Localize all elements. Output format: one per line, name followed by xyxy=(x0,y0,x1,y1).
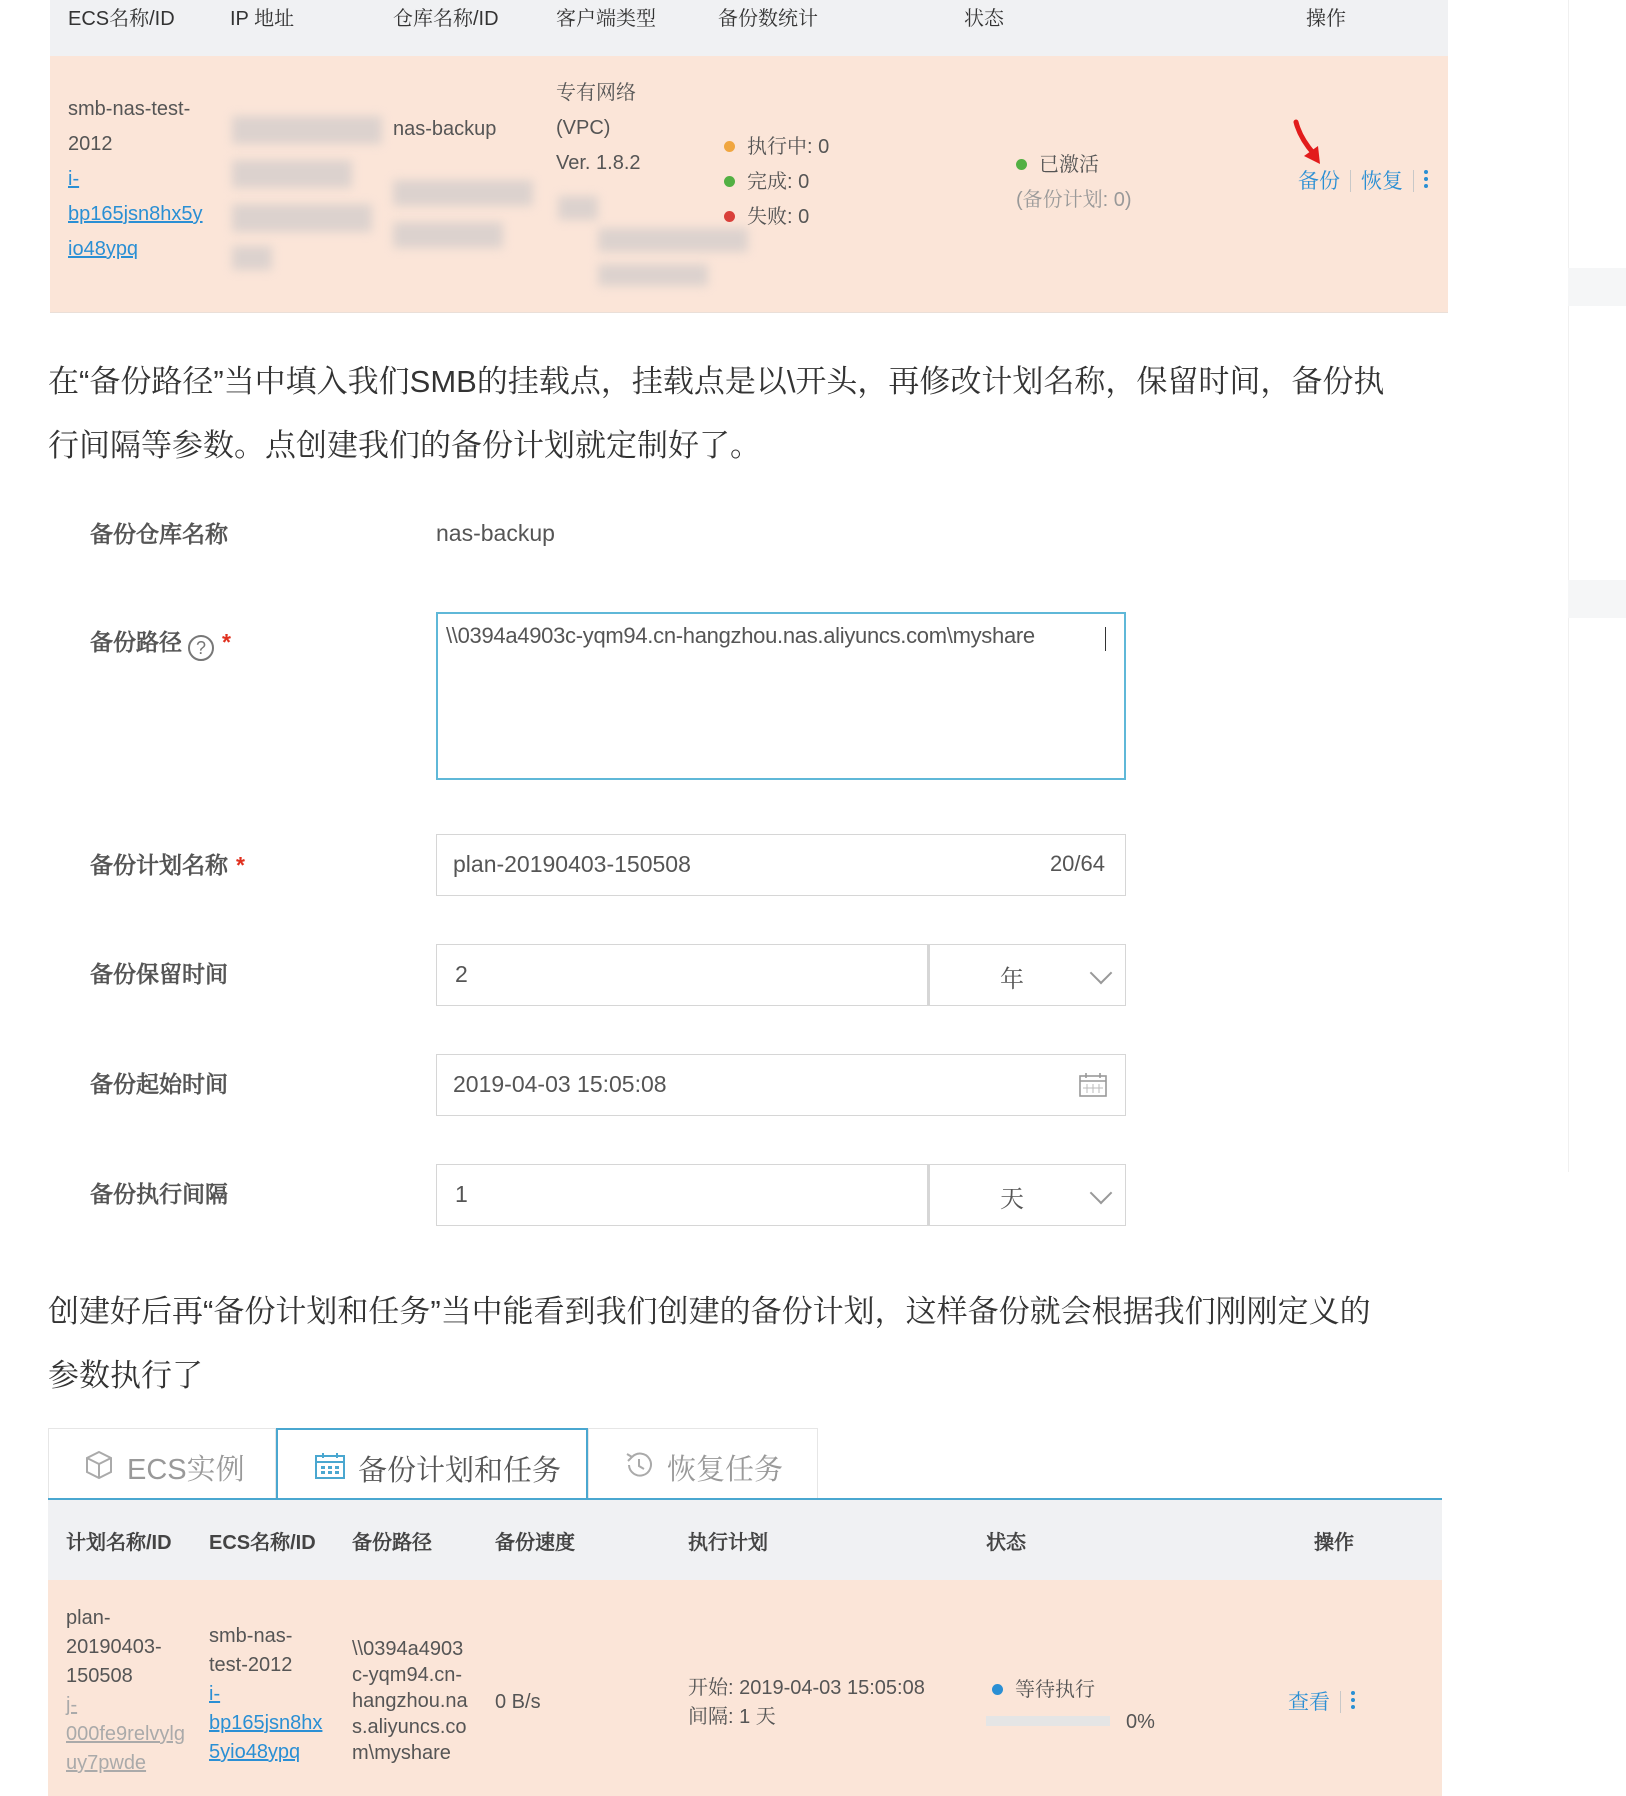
ecs-id-link[interactable]: i- bp165jsn8hx5y io48ypq xyxy=(68,168,203,260)
status-cell xyxy=(1016,148,1132,218)
table-header xyxy=(48,1500,1442,1580)
divider xyxy=(1350,170,1351,192)
blurred-repo-id xyxy=(393,222,503,248)
status-badge: 等待执行 xyxy=(992,1676,1095,1705)
chevron-down-icon xyxy=(1090,1182,1113,1205)
col-header-repo: 仓库名称/ID xyxy=(393,8,499,30)
article-paragraph: 在“备份路径”当中填入我们SMB的挂载点，挂载点是以\开头，再修改计划名称，保留时间，备份执 行间隔等参数。点创建我们的备份计划就定制好了。 xyxy=(48,364,1385,463)
col-header-stats: 备份数统计 xyxy=(718,8,818,30)
blurred-client-id xyxy=(558,196,598,220)
tab-restore-jobs[interactable]: 恢复任务 xyxy=(588,1428,818,1498)
stat-running: 执行中: 0 xyxy=(724,130,829,165)
schedule: 开始: 2019-04-03 15:05:08 间隔: 1 天 xyxy=(688,1677,925,1728)
interval-label: 备份执行间隔 xyxy=(90,1181,228,1207)
ecs-id-link[interactable]: i- bp165jsn8hx 5yio48ypq xyxy=(209,1683,323,1763)
col-header-schedule: 执行计划 xyxy=(688,1532,768,1554)
stat-failed: 失败: 0 xyxy=(724,200,829,235)
cube-icon xyxy=(83,1449,115,1481)
blurred-ip xyxy=(232,116,382,144)
red-arrow-icon xyxy=(1290,118,1330,170)
retention-label: 备份保留时间 xyxy=(90,961,228,987)
stat-done: 完成: 0 xyxy=(724,165,829,200)
blurred-ip xyxy=(232,160,352,188)
sidebar-gap xyxy=(1568,580,1626,618)
tab-bar xyxy=(48,1428,1442,1500)
required-mark: * xyxy=(236,852,245,878)
col-header-path: 备份路径 xyxy=(352,1532,432,1554)
blurred-ip xyxy=(232,246,272,270)
article-paragraph: 创建好后再“备份计划和任务”当中能看到我们创建的备份计划，这样备份就会根据我们刚刚定义的 参数执行了 xyxy=(48,1294,1371,1393)
backup-stats xyxy=(724,130,829,235)
table-header xyxy=(50,0,1448,56)
ecs-instance-table xyxy=(50,0,1448,316)
status-plan-count: (备份计划: 0) xyxy=(1016,189,1132,211)
divider xyxy=(1413,170,1414,192)
status-badge: 已激活 xyxy=(1016,148,1132,183)
status-dot-icon xyxy=(1016,159,1027,170)
retention-input[interactable]: 2 xyxy=(436,944,928,1006)
required-mark: * xyxy=(222,629,231,655)
plan-id: j- 000fe9relvylg uy7pwde xyxy=(66,1694,185,1774)
col-header-ip: IP 地址 xyxy=(230,8,295,30)
actions-cell xyxy=(1288,1688,1356,1718)
repo-name: nas-backup xyxy=(393,118,497,140)
sidebar-panel xyxy=(1568,306,1626,580)
repo-name-label: 备份仓库名称 xyxy=(90,521,228,547)
plan-name-label: 备份计划名称 * xyxy=(90,852,245,878)
col-header-plan: 计划名称/ID xyxy=(66,1532,172,1554)
table-row xyxy=(50,56,1448,313)
text-caret xyxy=(1105,627,1106,651)
col-header-actions: 操作 xyxy=(1306,8,1346,30)
ecs-name: smb-nas-test- 2012 i- bp165jsn8hx5y io48ypq xyxy=(68,92,203,267)
plan-name-input[interactable]: plan-20190403-150508 20/64 xyxy=(436,834,1126,896)
col-header-ecs: ECS名称/ID xyxy=(209,1532,316,1554)
progress-percent: 0% xyxy=(1126,1711,1155,1733)
col-header-client: 客户端类型 xyxy=(556,8,656,30)
backup-path-label: 备份路径 ? * xyxy=(90,624,231,661)
col-header-status: 状态 xyxy=(964,8,1004,30)
plan-name: plan- 20190403- 150508 j- 000fe9relvylg uy7pwde xyxy=(66,1604,185,1778)
col-header-speed: 备份速度 xyxy=(495,1532,575,1554)
blurred-client-id xyxy=(598,264,708,286)
backup-path-textarea[interactable]: \\0394a4903c-yqm94.cn-hangzhou.nas.aliyuncs.com\myshare xyxy=(436,612,1126,780)
status-dot-icon xyxy=(992,1684,1003,1695)
col-header-actions: 操作 xyxy=(1314,1532,1354,1554)
interval-input[interactable]: 1 xyxy=(436,1164,928,1226)
char-counter: 20/64 xyxy=(1049,851,1105,876)
help-icon[interactable]: ? xyxy=(188,635,214,661)
sidebar-gap xyxy=(1568,268,1626,306)
blurred-ip xyxy=(232,204,372,232)
more-vertical-icon[interactable] xyxy=(1424,167,1429,191)
status-dot-icon xyxy=(724,176,735,187)
history-icon xyxy=(623,1449,655,1481)
status-dot-icon xyxy=(724,211,735,222)
col-header-ecs: ECS名称/ID xyxy=(68,8,175,30)
blurred-repo-id xyxy=(393,180,533,206)
tab-backup-plans[interactable]: 备份计划和任务 xyxy=(276,1428,588,1500)
calendar-icon xyxy=(314,1452,346,1480)
status-dot-icon xyxy=(724,141,735,152)
client-type: 专有网络 (VPC) Ver. 1.8.2 xyxy=(556,82,641,174)
start-time-picker[interactable]: 2019-04-03 15:05:08 xyxy=(436,1054,1126,1116)
view-link[interactable]: 查看 xyxy=(1288,1691,1330,1714)
tab-ecs-instances[interactable]: ECS实例 xyxy=(48,1428,276,1498)
progress-bar xyxy=(986,1716,1110,1726)
backup-link[interactable]: 备份 xyxy=(1298,170,1340,193)
restore-link[interactable]: 恢复 xyxy=(1361,170,1403,193)
ecs-name: smb-nas- test-2012 i- bp165jsn8hx 5yio48ypq xyxy=(209,1622,322,1767)
calendar-icon[interactable] xyxy=(1079,1073,1107,1097)
backup-path: \\0394a4903 c-yqm94.cn- hangzhou.na s.aliyuncs.co m\myshare xyxy=(352,1638,468,1764)
table-row xyxy=(48,1580,1442,1796)
retention-unit-select[interactable]: 年 xyxy=(928,944,1126,1006)
more-vertical-icon[interactable] xyxy=(1351,1688,1356,1712)
start-time-label: 备份起始时间 xyxy=(90,1071,228,1097)
interval-unit-select[interactable]: 天 xyxy=(928,1164,1126,1226)
sidebar-panel xyxy=(1568,618,1626,1172)
sidebar-panel xyxy=(1568,0,1626,268)
col-header-status: 状态 xyxy=(986,1532,1026,1554)
repo-name-value: nas-backup xyxy=(436,520,555,546)
divider xyxy=(1340,1691,1341,1713)
backup-speed: 0 B/s xyxy=(495,1691,541,1713)
chevron-down-icon xyxy=(1090,962,1113,985)
